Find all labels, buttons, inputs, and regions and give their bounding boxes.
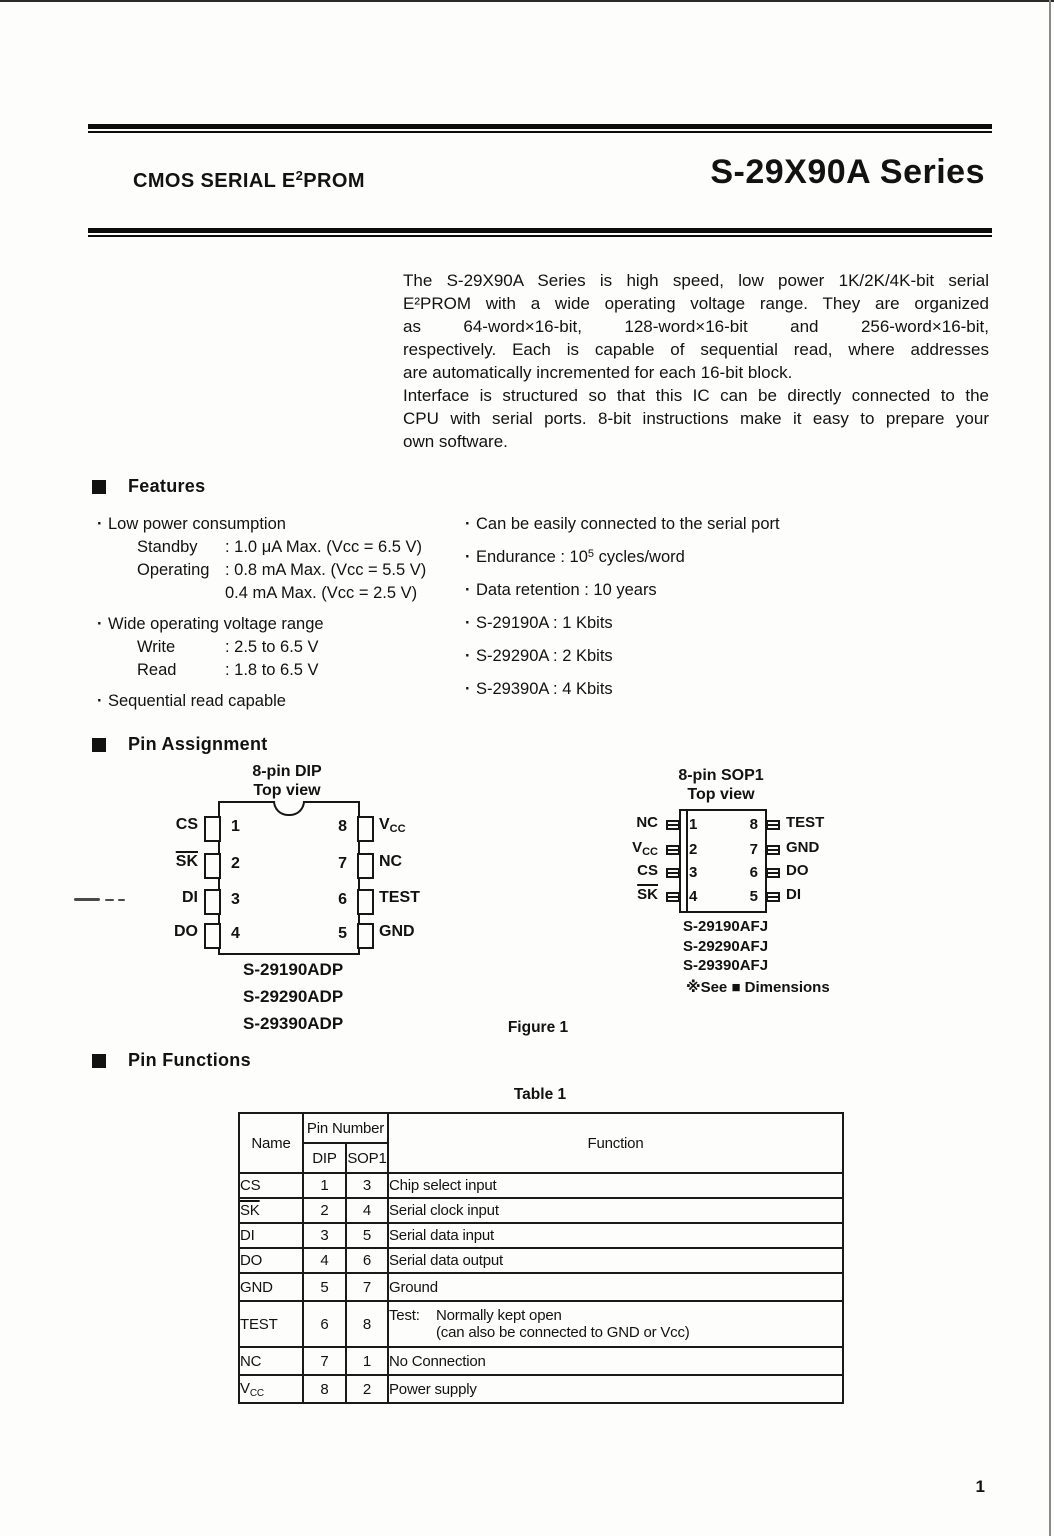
- column-header-name: Name: [239, 1113, 303, 1173]
- table-row-test: [239, 1301, 843, 1347]
- product-type-title: [133, 168, 365, 193]
- dip-pin-1: [204, 816, 221, 842]
- pin-name: [239, 1198, 303, 1223]
- intro-line: own software.: [403, 432, 508, 451]
- dip-pin-label-nc: NC: [379, 853, 403, 870]
- scan-artifact-dash: [105, 899, 114, 901]
- vcc-main: V: [240, 1379, 250, 1397]
- feature-sublabel: Standby: [137, 538, 198, 556]
- pin-dip-number: 5: [303, 1273, 346, 1301]
- bullet-icon: ·: [97, 615, 103, 633]
- endurance-superscript: 5: [587, 548, 595, 560]
- sop-lead-7: [766, 845, 780, 855]
- column-header-dip: DIP: [303, 1143, 346, 1173]
- pin-assignment-heading-label: Pin Assignment: [128, 734, 268, 754]
- vcc-subscript: CC: [642, 846, 658, 858]
- dip-pin-number-6: 6: [338, 891, 347, 908]
- sop-model: S-29390AFJ: [683, 957, 769, 974]
- pin-name: DO: [239, 1248, 303, 1273]
- bullet-icon: ·: [465, 680, 471, 698]
- sop-pin-label-test: TEST: [786, 814, 825, 831]
- pin-function: No Connection: [388, 1347, 843, 1375]
- pin-sop1-number: 4: [346, 1198, 388, 1223]
- sop-lead-2: [666, 845, 680, 855]
- header-rule-top: [88, 124, 992, 133]
- feature-sublabel: Write: [137, 638, 176, 656]
- column-header-sop1: SOP1: [346, 1143, 388, 1173]
- sop-pin-label-do: DO: [786, 862, 809, 879]
- pin-name: CS: [239, 1173, 303, 1198]
- sop-package-diagram: [600, 762, 900, 1012]
- dip-pin-number-3: 3: [231, 891, 240, 908]
- sop-lead-8: [766, 820, 780, 830]
- section-square-icon: [92, 480, 106, 494]
- sop-view-label: Top view: [687, 786, 755, 803]
- sop-pin-number-5: 5: [749, 888, 758, 905]
- intro-line: Interface is structured so that this IC can be directly connected to the: [403, 386, 989, 405]
- vcc-main: V: [632, 839, 643, 856]
- endurance-suffix: cycles/word: [594, 548, 685, 566]
- sop-lead-4: [666, 892, 680, 902]
- feature-title: S-29390A : 4 Kbits: [476, 680, 613, 698]
- pin-sop1-number: 6: [346, 1248, 388, 1273]
- pin-functions-heading: [92, 1050, 251, 1071]
- bullet-icon: ·: [97, 515, 103, 533]
- pin-function: Serial data input: [388, 1223, 843, 1248]
- bullet-icon: ·: [465, 548, 471, 566]
- dip-pin-number-7: 7: [338, 855, 347, 872]
- sop-pin-label-di: DI: [786, 886, 801, 903]
- table-row-do: [239, 1248, 843, 1273]
- dip-pin-label-sk: $\overline{SK}$: [175, 853, 198, 870]
- dip-pin-number-5: 5: [338, 925, 347, 942]
- feature-item: [97, 690, 447, 713]
- vcc-main: V: [379, 816, 390, 833]
- dip-model: S-29290ADP: [243, 987, 344, 1006]
- product-type-text-end: PROM: [303, 170, 365, 192]
- dip-pin-4: [204, 923, 221, 949]
- pin-name: TEST: [239, 1301, 303, 1347]
- feature-item: [465, 645, 885, 668]
- table-caption: Table 1: [513, 1086, 567, 1103]
- dip-pin-number-2: 2: [231, 855, 240, 872]
- pin-function: Serial data output: [388, 1248, 843, 1273]
- pin-sop1-number: 2: [346, 1375, 388, 1403]
- feature-item: [465, 546, 885, 569]
- feature-title: S-29290A : 2 Kbits: [476, 647, 613, 665]
- pin-sop1-number: 7: [346, 1273, 388, 1301]
- section-square-icon: [92, 738, 106, 752]
- table-header-row: [239, 1113, 843, 1143]
- feature-title: Wide operating voltage range: [108, 615, 324, 633]
- feature-subvalue: 0.4 mA Max. (Vcc = 2.5 V): [225, 584, 418, 602]
- dip-pin-label-vcc: [379, 815, 406, 839]
- sop-pin1-side-line: [686, 811, 688, 911]
- feature-subrow: [137, 559, 447, 582]
- pin-functions-heading-label: Pin Functions: [128, 1050, 251, 1070]
- dip-pin-number-1: 1: [231, 818, 240, 835]
- product-type-text: CMOS SERIAL E: [133, 170, 296, 192]
- dip-model: S-29190ADP: [243, 960, 344, 979]
- pin-dip-number: 7: [303, 1347, 346, 1375]
- intro-line: as 64-word×16-bit, 128-word×16-bit and 256-word×16-bit,: [403, 317, 989, 336]
- product-type-superscript: 2: [295, 168, 304, 183]
- features-right-column: [465, 513, 885, 711]
- feature-subvalue: : 1.8 to 6.5 V: [225, 661, 319, 679]
- feature-item: [97, 613, 447, 636]
- sop-pin-label-sk: $\overline{SK}$: [637, 886, 658, 903]
- pin-assignment-heading: [92, 734, 268, 755]
- dip-model: S-29390ADP: [243, 1014, 344, 1033]
- dip-chip-body: [218, 801, 360, 955]
- sop-chip-body: [679, 809, 767, 913]
- sop-dimensions-note: ※See ■ Dimensions: [686, 979, 830, 996]
- bullet-icon: ·: [465, 647, 471, 665]
- table-row-gnd: [239, 1273, 843, 1301]
- pin-sop1-number: 3: [346, 1173, 388, 1198]
- dip-pin-8: [357, 816, 374, 842]
- sop-model-list: [683, 917, 768, 976]
- table-row-vcc: [239, 1375, 843, 1403]
- figure-caption: Figure 1: [507, 1019, 569, 1036]
- feature-title: Low power consumption: [108, 515, 286, 533]
- sop-model: S-29190AFJ: [683, 918, 769, 935]
- test-function-line1: [389, 1307, 842, 1324]
- page-title: S-29X90A Series: [710, 153, 985, 191]
- dip-pin-7: [357, 853, 374, 879]
- intro-line: E²PROM with a wide operating voltage range. They are organized: [403, 294, 989, 313]
- feature-title: Sequential read capable: [108, 692, 286, 710]
- dip-pin-label-gnd: GND: [379, 923, 415, 940]
- feature-sublabel: Operating: [137, 561, 210, 579]
- intro-line: are automatically incremented for each 16-bit block.: [403, 363, 793, 382]
- sop-pin-number-2: 2: [689, 841, 698, 858]
- sk-overline-label: $\overline{SK}$: [240, 1202, 260, 1219]
- dip-pin-label-do: DO: [174, 923, 198, 940]
- feature-subrow: [137, 536, 447, 559]
- table-row-nc: [239, 1347, 843, 1375]
- pin-name: NC: [239, 1347, 303, 1375]
- sop-pin-number-1: 1: [689, 816, 698, 833]
- pin-function: Power supply: [388, 1375, 843, 1403]
- sop-lead-1: [666, 820, 680, 830]
- feature-item: [465, 513, 885, 536]
- feature-subrow: [137, 659, 447, 682]
- scan-edge-top: [0, 0, 1054, 2]
- table-row-cs: [239, 1173, 843, 1198]
- sop-pin-label-vcc: [600, 838, 658, 862]
- dip-package-diagram: [140, 762, 460, 1042]
- sop-pin-number-8: 8: [749, 816, 758, 833]
- pin-sop1-number: 1: [346, 1347, 388, 1375]
- scan-artifact-dash: [118, 899, 125, 901]
- dip-view-label: Top view: [253, 782, 321, 799]
- dip-package-name: 8-pin DIP: [252, 763, 322, 780]
- feature-title: [476, 546, 685, 569]
- pin-name: GND: [239, 1273, 303, 1301]
- features-left-column: [97, 513, 447, 713]
- dip-pin-3: [204, 889, 221, 915]
- feature-title: Can be easily connected to the serial port: [476, 515, 780, 533]
- endurance-prefix: Endurance : 10: [476, 548, 588, 566]
- feature-item: [465, 612, 885, 635]
- dip-pin-label-cs: CS: [175, 816, 198, 833]
- pin-dip-number: 6: [303, 1301, 346, 1347]
- sop-pin-number-4: 4: [689, 888, 698, 905]
- column-header-pin-number: Pin Number: [303, 1113, 388, 1143]
- feature-subrow: [137, 636, 447, 659]
- feature-subvalue: : 0.8 mA Max. (Vcc = 5.5 V): [225, 561, 427, 579]
- pin-sop1-number: 5: [346, 1223, 388, 1248]
- vcc-subscript: CC: [249, 1387, 264, 1399]
- pin-dip-number: 8: [303, 1375, 346, 1403]
- pin-dip-number: 4: [303, 1248, 346, 1273]
- scan-artifact-dash: [74, 898, 100, 901]
- dip-pin-5: [357, 923, 374, 949]
- test-label: Test:: [389, 1307, 420, 1324]
- pin-name: DI: [239, 1223, 303, 1248]
- sop-package-title: [674, 766, 768, 804]
- test-function-line2: (can also be connected to GND or Vcc): [436, 1324, 690, 1341]
- sop-pin-label-cs: CS: [637, 862, 658, 879]
- sop-lead-3: [666, 868, 680, 878]
- dip-pin-number-4: 4: [231, 925, 240, 942]
- header-rule-bottom: [88, 228, 992, 237]
- feature-sublabel: Read: [137, 661, 177, 679]
- feature-title: Data retention : 10 years: [476, 581, 657, 599]
- section-square-icon: [92, 1054, 106, 1068]
- sop-pin-label-gnd: GND: [786, 839, 820, 856]
- pin-function: Serial clock input: [388, 1198, 843, 1223]
- pin-function: Chip select input: [388, 1173, 843, 1198]
- vcc-subscript: CC: [389, 823, 406, 835]
- dip-pin-label-test: TEST: [379, 889, 420, 906]
- features-heading-label: Features: [128, 476, 206, 496]
- test-line1-text: Normally kept open: [436, 1307, 562, 1324]
- pin-function: Ground: [388, 1273, 843, 1301]
- scan-edge-right: [1049, 0, 1051, 1536]
- sop-model: S-29290AFJ: [683, 937, 769, 955]
- pin-function: [388, 1301, 843, 1347]
- bullet-icon: ·: [465, 581, 471, 599]
- pin-name: [239, 1375, 303, 1403]
- sop-pin-number-3: 3: [689, 864, 698, 881]
- sop-pin-number-6: 6: [749, 864, 758, 881]
- feature-subvalue: : 2.5 to 6.5 V: [225, 638, 319, 656]
- pin-sop1-number: 8: [346, 1301, 388, 1347]
- dip-pin-label-di: DI: [182, 889, 198, 906]
- table-row-di: [239, 1223, 843, 1248]
- dip-pin-number-8: 8: [338, 818, 347, 835]
- dip-pin-6: [357, 889, 374, 915]
- features-heading: [92, 476, 205, 497]
- sop-lead-5: [766, 892, 780, 902]
- feature-subvalue: : 1.0 μA Max. (Vcc = 6.5 V): [225, 538, 423, 556]
- bullet-icon: ·: [465, 515, 471, 533]
- feature-item: [465, 678, 885, 701]
- pin-dip-number: 3: [303, 1223, 346, 1248]
- column-header-function: Function: [388, 1113, 843, 1173]
- pin-functions-table: [238, 1112, 844, 1404]
- page-number: 1: [975, 1477, 985, 1496]
- pin-dip-number: 2: [303, 1198, 346, 1223]
- sop-lead-6: [766, 868, 780, 878]
- dip-model-list: [243, 956, 343, 1037]
- sop-pin-label-nc: NC: [636, 814, 658, 831]
- dip-pin-2: [204, 853, 221, 879]
- dip-package-title: [218, 762, 356, 800]
- intro-paragraph: [403, 269, 989, 453]
- feature-item: [97, 513, 447, 536]
- bullet-icon: ·: [465, 614, 471, 632]
- feature-item: [465, 579, 885, 602]
- intro-line: respectively. Each is capable of sequential read, where addresses: [403, 340, 989, 359]
- dip-notch: [273, 801, 305, 816]
- sop-pin-number-7: 7: [749, 841, 758, 858]
- feature-title: S-29190A : 1 Kbits: [476, 614, 613, 632]
- pin-dip-number: 1: [303, 1173, 346, 1198]
- sop-package-name: 8-pin SOP1: [678, 767, 764, 784]
- bullet-icon: ·: [97, 692, 103, 710]
- feature-subrow: [137, 582, 447, 605]
- intro-line: The S-29X90A Series is high speed, low power 1K/2K/4K-bit serial: [403, 271, 989, 290]
- feature-sublabel: [137, 582, 225, 605]
- intro-line: CPU with serial ports. 8-bit instructions make it easy to prepare your: [403, 409, 989, 428]
- table-row-sk: [239, 1198, 843, 1223]
